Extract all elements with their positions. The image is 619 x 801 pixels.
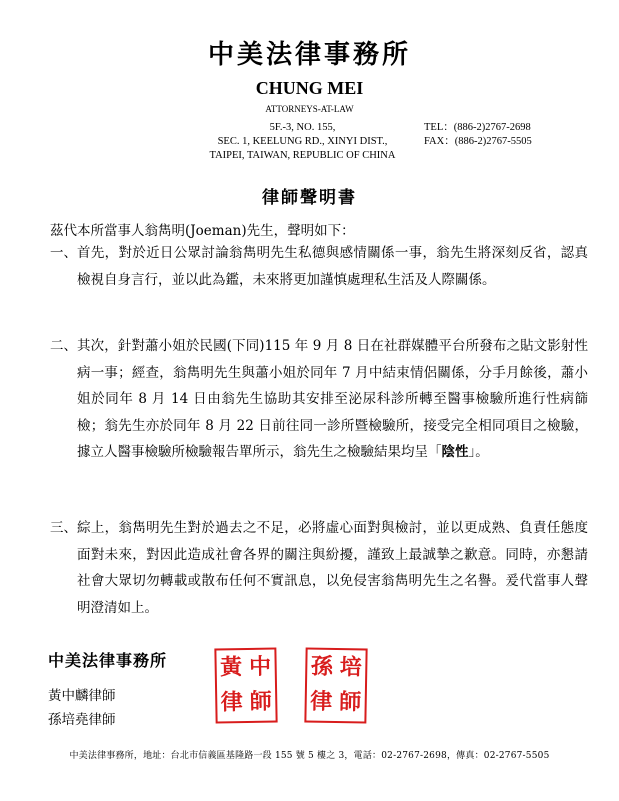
item-text-part: 其次，針對蕭小姐於民國(下同)115 年 9 月 8 日在社群媒體平台所發布之貼文影射性病一事；經查，翁雋明先生與蕭小姐於同年 7 月中結束情侶關係，分手月餘後，蕭小姐於同年 8 月 14 日由翁先生協助其安排至泌尿科診所轉至醫事檢驗所進行性病篩檢；翁先生亦於同年 8 月 22 日前往同一診所暨檢驗所，接受完全相同項目之檢驗，據立人醫事檢驗所檢驗報告單所示，翁先生之檢驗結果均呈「 [77, 338, 588, 460]
item-number: 三、 [50, 520, 77, 536]
tel-number: TEL：(886-2)2767-2698 [424, 122, 531, 133]
letterhead-firm-name-cn: 中美法律事務所 [207, 40, 411, 70]
signature-lawyer-2: 孫培堯律師 [48, 712, 116, 728]
statement-item-3 [50, 515, 588, 621]
signature-lawyer-1: 黃中麟律師 [48, 688, 116, 704]
fax-number: FAX：(886-2)2767-5505 [424, 136, 532, 147]
statement-item-1 [50, 240, 588, 293]
item-text-part: 」。 [468, 444, 489, 460]
document-title: 律師聲明書 [262, 188, 357, 208]
seal-char: 師 [338, 690, 362, 716]
intro-paragraph: 茲代本所當事人翁雋明(Joeman)先生，聲明如下： [50, 223, 355, 239]
seal-char: 孫 [310, 654, 334, 680]
item-text: 首先，對於近日公眾討論翁雋明先生私德與感情關係一事，翁先生將深刻反省，認真檢視自身言行，並以此為鑑，未來將更加謹慎處理私生活及人際關係。 [77, 245, 588, 288]
signature-firm-name: 中美法律事務所 [48, 651, 168, 670]
seal-char: 師 [249, 689, 273, 716]
letterhead-firm-name-en: CHUNG MEI [255, 78, 364, 98]
footer-contact-line: 中美法律事務所，地址：台北市信義區基隆路一段 155 號 5 樓之 3，電話：02-2767-2698，傳真：02-2767-5505 [69, 751, 550, 761]
address-line: SEC. 1, KEELUNG RD., XINYI DIST., [217, 136, 388, 147]
letterhead-tagline: ATTORNEYS-AT-LAW [265, 104, 354, 114]
letterhead-contact [424, 121, 532, 149]
seal-char: 中 [248, 654, 272, 680]
negative-result-emphasis: 陰性 [441, 444, 469, 460]
seal-stamp-2 [304, 647, 367, 723]
seal-stamp-1 [214, 647, 277, 723]
statement-item-2 [50, 333, 588, 466]
item-number: 二、 [50, 338, 77, 354]
seal-char: 律 [309, 689, 333, 716]
item-number: 一、 [50, 245, 77, 261]
item-text: 綜上，翁雋明先生對於過去之不足，必將虛心面對與檢討，並以更成熟、負責任態度面對未來，對因此造成社會各界的關注與紛擾，謹致上最誠摯之歉意。同時，亦懇請社會大眾切勿轉載或散布任何不實訊息，以免侵害翁雋明先生之名譽。爰代當事人聲明澄清如上。 [77, 520, 588, 616]
seal-char: 黃 [219, 654, 243, 681]
address-line: TAIPEI, TAIWAN, REPUBLIC OF CHINA [209, 150, 396, 161]
item-text [77, 333, 588, 466]
seal-char: 律 [220, 690, 244, 716]
seal-char: 培 [339, 654, 363, 681]
letterhead-address [195, 121, 410, 163]
address-line: 5F.-3, NO. 155, [269, 122, 336, 133]
